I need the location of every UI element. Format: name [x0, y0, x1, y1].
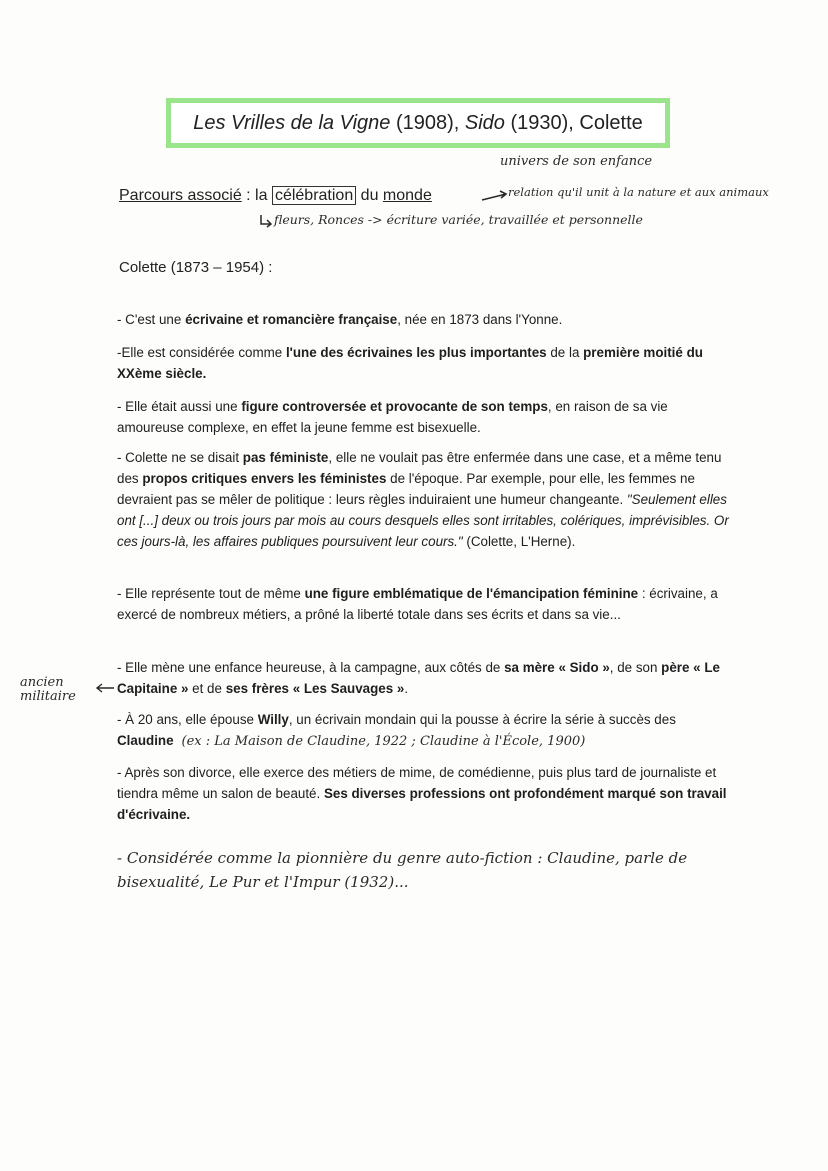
parcours-boxed-word: célébration	[272, 186, 356, 205]
handwritten-examples: (ex : La Maison de Claudine, 1922 ; Claudine à l'École, 1900)	[181, 734, 586, 749]
colette-heading: Colette (1873 – 1954) :	[119, 259, 273, 276]
quote-run: "Seulement elles ont [...] deux ou trois jours par mois au cours desquels elles sont irritables, colériques, imprévisibles. Or ces jours-là, les affaires publiques poursuivent leur cours."	[117, 492, 729, 549]
title-highlight-box	[166, 98, 670, 148]
arrow-icon	[480, 188, 510, 204]
curved-arrow-icon	[258, 213, 274, 229]
text-run: , née en 1873 dans l'Yonne.	[397, 312, 563, 327]
bold-run: Willy	[257, 712, 289, 727]
bold-run: pas féministe	[242, 450, 329, 465]
text-run: , un écrivain mondain qui la pousse à écrire la série à succès des	[288, 712, 676, 727]
bold-run: propos critiques envers les féministes	[142, 471, 387, 486]
text-run: - Elle mène une enfance heureuse, à la campagne, aux côtés de	[117, 660, 505, 675]
parcours-monde: monde	[382, 187, 432, 204]
handwritten-note-above: univers de son enfance	[500, 154, 653, 169]
handwritten-line: bisexualité, Le Pur et l'Impur (1932)...	[117, 873, 409, 891]
text-run: - À 20 ans, elle épouse	[117, 712, 258, 727]
text-run: -Elle est considérée comme	[117, 345, 286, 360]
paragraph-controversy	[117, 396, 732, 438]
paragraph-willy	[117, 709, 732, 752]
text-run: , de son	[609, 660, 662, 675]
title-year-2: (1930), Colette	[504, 111, 643, 134]
text-run: : écrivaine, a exercé de nombreux métiers, a prôné la liberté totale dans ses écrits et dans sa vie...	[117, 586, 718, 622]
handwritten-note-below: fleurs, Ronces -> écriture variée, travaillée et personnelle	[274, 212, 643, 227]
bold-run: première moitié du XXème siècle.	[117, 345, 703, 381]
bold-run: écrivaine et romancière française	[185, 312, 398, 327]
text-run: et de	[188, 681, 226, 696]
paragraph-childhood	[117, 657, 732, 699]
text-run: , elle ne voulait pas être enfermée dans une case, et a même tenu des	[117, 450, 722, 486]
parcours-label: Parcours associé	[119, 187, 242, 204]
paragraph-birth	[117, 309, 732, 330]
title-work-2: Sido	[464, 111, 505, 134]
margin-note-line: militaire	[20, 689, 76, 704]
text-run: .	[404, 681, 409, 696]
document-title	[193, 112, 643, 135]
text-run: - Elle était aussi une	[117, 399, 242, 414]
handwritten-conclusion	[117, 846, 687, 894]
text-run: - Elle représente tout de même	[117, 586, 305, 601]
bold-run: père « Le Capitaine »	[117, 660, 720, 696]
bold-run: une figure emblématique de l'émancipation féminine	[304, 586, 639, 601]
paragraph-emancipation	[117, 583, 732, 625]
text-run: , en raison de sa vie amoureuse complexe, en effet la jeune femme est bisexuelle.	[117, 399, 668, 435]
margin-note	[20, 676, 76, 704]
title-year-1: (1908),	[390, 111, 465, 134]
text-run: - Colette ne se disait	[117, 450, 243, 465]
text-run: (Colette, L'Herne).	[462, 534, 576, 549]
bold-run: Claudine	[117, 733, 174, 748]
bold-run: Ses diverses professions ont profondément marqué son travail d'écrivaine.	[117, 786, 727, 822]
bold-run: ses frères « Les Sauvages »	[225, 681, 405, 696]
parcours-line	[119, 187, 432, 205]
margin-note-line: ancien	[20, 675, 64, 690]
handwritten-note-right: relation qu'il unit à la nature et aux animaux	[508, 185, 769, 199]
bold-run: l'une des écrivaines les plus importantes	[285, 345, 547, 360]
title-work-1: Les Vrilles de la Vigne	[193, 111, 391, 134]
parcours-sep: : la	[241, 187, 272, 204]
text-run: - C'est une	[117, 312, 186, 327]
paragraph-importance	[117, 342, 732, 384]
text-run: de la	[546, 345, 584, 360]
parcours-mid: du	[356, 187, 383, 204]
paragraph-feminism	[117, 447, 732, 552]
handwritten-line: - Considérée comme la pionnière du genre auto-fiction : Claudine, parle de	[117, 849, 688, 867]
bold-run: figure controversée et provocante de son temps	[241, 399, 548, 414]
text-run: - Après son divorce, elle exerce des métiers de mime, de comédienne, puis plus tard de journaliste et tiendra même un salon de beauté.	[117, 765, 717, 801]
bold-run: sa mère « Sido »	[504, 660, 610, 675]
left-arrow-icon	[94, 682, 116, 694]
paragraph-divorce	[117, 762, 732, 825]
text-run: de l'époque. Par exemple, pour elle, les femmes ne devraient pas se mêler de politique : leurs règles induiraient une humeur changeante.	[117, 471, 695, 507]
